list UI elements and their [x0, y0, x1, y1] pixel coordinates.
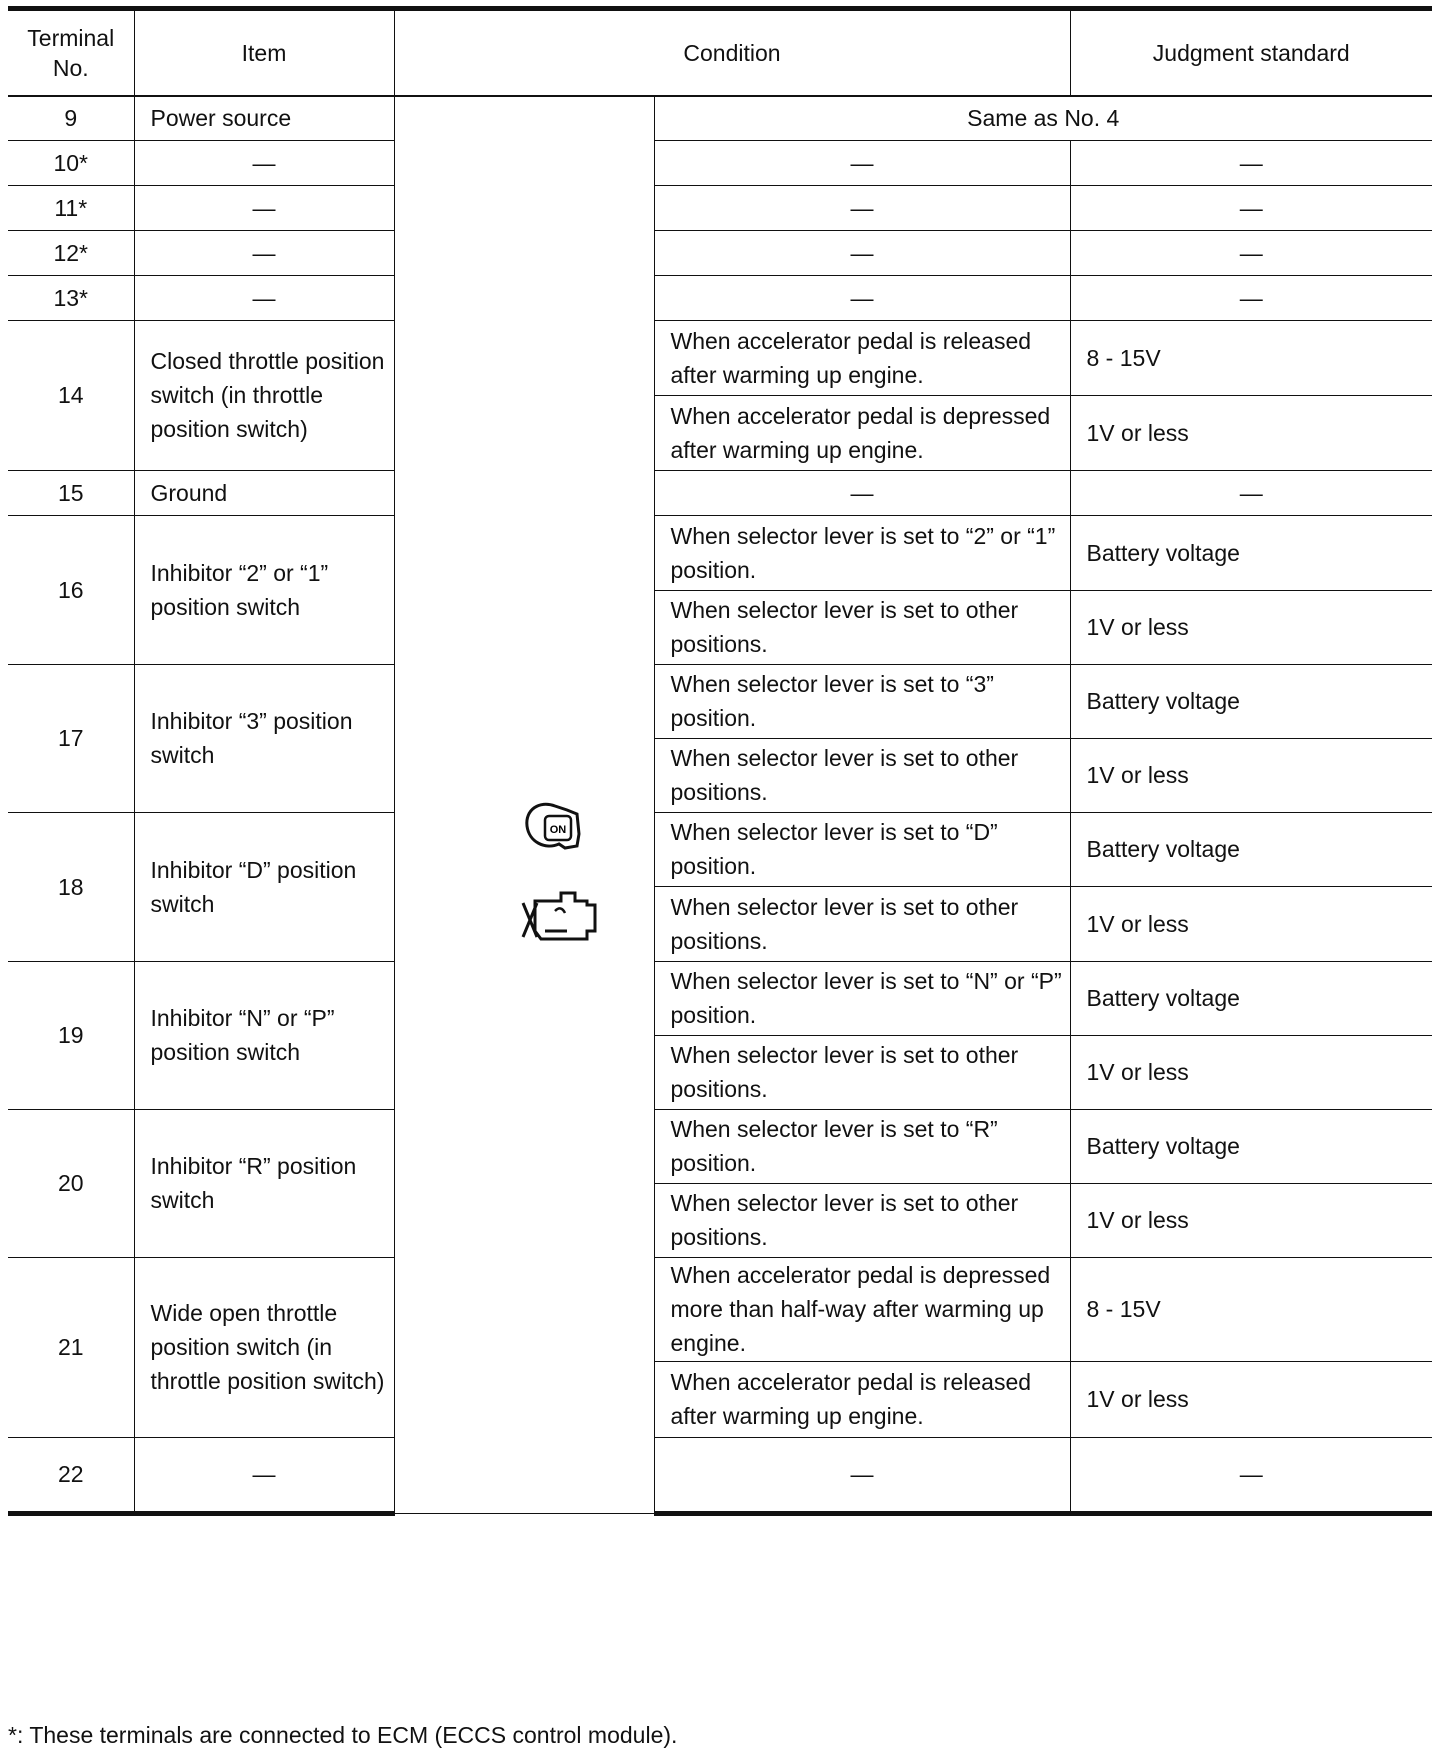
table-row: [8, 961, 1432, 1035]
item-cell: —: [134, 230, 394, 275]
condition-cell: When accelerator pedal is released after warming up engine.: [654, 1361, 1070, 1437]
item-cell: Ground: [134, 470, 394, 515]
judgment-cell: 8 - 15V: [1070, 320, 1432, 395]
condition-cell: —: [654, 185, 1070, 230]
header-item: Item: [134, 9, 394, 97]
item-cell: Closed throttle position switch (in throttle position switch): [134, 320, 394, 470]
judgment-cell: 1V or less: [1070, 590, 1432, 664]
terminal-no: 17: [8, 664, 134, 812]
table-row: [8, 515, 1432, 590]
header-judgment-standard: Judgment standard: [1070, 9, 1432, 97]
header-row: [8, 9, 1432, 97]
judgment-cell: —: [1070, 230, 1432, 275]
item-cell: Inhibitor “D” position switch: [134, 812, 394, 961]
terminal-no: 16: [8, 515, 134, 664]
engine-stopped-icon: [515, 881, 615, 960]
table-row: [8, 185, 1432, 230]
judgment-cell: 1V or less: [1070, 1035, 1432, 1109]
condition-cell: When selector lever is set to “2” or “1” position.: [654, 515, 1070, 590]
condition-cell: —: [654, 275, 1070, 320]
terminal-no: 13*: [8, 275, 134, 320]
table-row: [8, 96, 1432, 140]
condition-cell: When selector lever is set to “R” position.: [654, 1109, 1070, 1183]
table-row: [8, 320, 1432, 395]
judgment-cell: 1V or less: [1070, 738, 1432, 812]
judgment-cell: Battery voltage: [1070, 961, 1432, 1035]
terminal-inspection-table: [8, 6, 1432, 1516]
judgment-cell: —: [1070, 470, 1432, 515]
terminal-table-sheet: [8, 6, 1432, 1516]
judgment-cell: 1V or less: [1070, 395, 1432, 470]
item-cell: —: [134, 185, 394, 230]
table-row: [8, 1257, 1432, 1361]
terminal-no: 21: [8, 1257, 134, 1437]
condition-cell: When selector lever is set to other positions.: [654, 1183, 1070, 1257]
table-row: [8, 664, 1432, 738]
item-cell: Inhibitor “N” or “P” position switch: [134, 961, 394, 1109]
condition-cell: When selector lever is set to other positions.: [654, 590, 1070, 664]
judgment-cell: —: [1070, 275, 1432, 320]
terminal-no: 9: [8, 96, 134, 140]
table-row: [8, 230, 1432, 275]
terminal-no: 14: [8, 320, 134, 470]
table-row: [8, 1109, 1432, 1183]
item-cell: —: [134, 275, 394, 320]
svg-text:ON: ON: [549, 824, 566, 836]
terminal-no: 10*: [8, 140, 134, 185]
table-row: [8, 140, 1432, 185]
condition-cell: When selector lever is set to other positions.: [654, 886, 1070, 961]
judgment-cell: 1V or less: [1070, 886, 1432, 961]
ignition-key-on-icon: [515, 792, 615, 871]
judgment-cell: —: [1070, 185, 1432, 230]
item-cell: Inhibitor “2” or “1” position switch: [134, 515, 394, 664]
judgment-cell: Battery voltage: [1070, 812, 1432, 886]
table-row: [8, 812, 1432, 886]
condition-cell: —: [654, 470, 1070, 515]
condition-cell: When accelerator pedal is depressed after warming up engine.: [654, 395, 1070, 470]
condition-cell: —: [654, 230, 1070, 275]
judgment-cell: Battery voltage: [1070, 1109, 1432, 1183]
table-row: [8, 1437, 1432, 1513]
judgment-cell: 1V or less: [1070, 1183, 1432, 1257]
judgment-cell: Battery voltage: [1070, 664, 1432, 738]
item-cell: Inhibitor “R” position switch: [134, 1109, 394, 1257]
condition-cell: When selector lever is set to “3” position.: [654, 664, 1070, 738]
condition-cell: When accelerator pedal is released after warming up engine.: [654, 320, 1070, 395]
item-cell: —: [134, 140, 394, 185]
merged-condition-cell: Same as No. 4: [654, 96, 1432, 140]
judgment-cell: 8 - 15V: [1070, 1257, 1432, 1361]
item-cell: Power source: [134, 96, 394, 140]
header-terminal-no: Terminal No.: [8, 9, 134, 97]
item-cell: Inhibitor “3” position switch: [134, 664, 394, 812]
terminal-no: 19: [8, 961, 134, 1109]
terminal-no: 12*: [8, 230, 134, 275]
condition-icons: [515, 792, 615, 960]
table-row: [8, 470, 1432, 515]
judgment-cell: 1V or less: [1070, 1361, 1432, 1437]
footnote: *: These terminals are connected to ECM (ECCS control module).: [8, 1722, 678, 1748]
judgment-cell: —: [1070, 140, 1432, 185]
header-condition: Condition: [394, 9, 1070, 97]
condition-cell: When selector lever is set to other positions.: [654, 1035, 1070, 1109]
judgment-cell: —: [1070, 1437, 1432, 1513]
condition-cell: When selector lever is set to “D” position.: [654, 812, 1070, 886]
terminal-no: 18: [8, 812, 134, 961]
terminal-no: 22: [8, 1437, 134, 1513]
condition-cell: —: [654, 1437, 1070, 1513]
terminal-no: 20: [8, 1109, 134, 1257]
item-cell: —: [134, 1437, 394, 1513]
table-row: [8, 275, 1432, 320]
condition-cell: When selector lever is set to “N” or “P” position.: [654, 961, 1070, 1035]
condition-cell: —: [654, 140, 1070, 185]
condition-cell: When selector lever is set to other positions.: [654, 738, 1070, 812]
condition-cell: When accelerator pedal is depressed more than half-way after warming up engine.: [654, 1257, 1070, 1361]
condition-icons-cell: [394, 96, 654, 1513]
terminal-no: 11*: [8, 185, 134, 230]
item-cell: Wide open throttle position switch (in throttle position switch): [134, 1257, 394, 1437]
judgment-cell: Battery voltage: [1070, 515, 1432, 590]
terminal-no: 15: [8, 470, 134, 515]
